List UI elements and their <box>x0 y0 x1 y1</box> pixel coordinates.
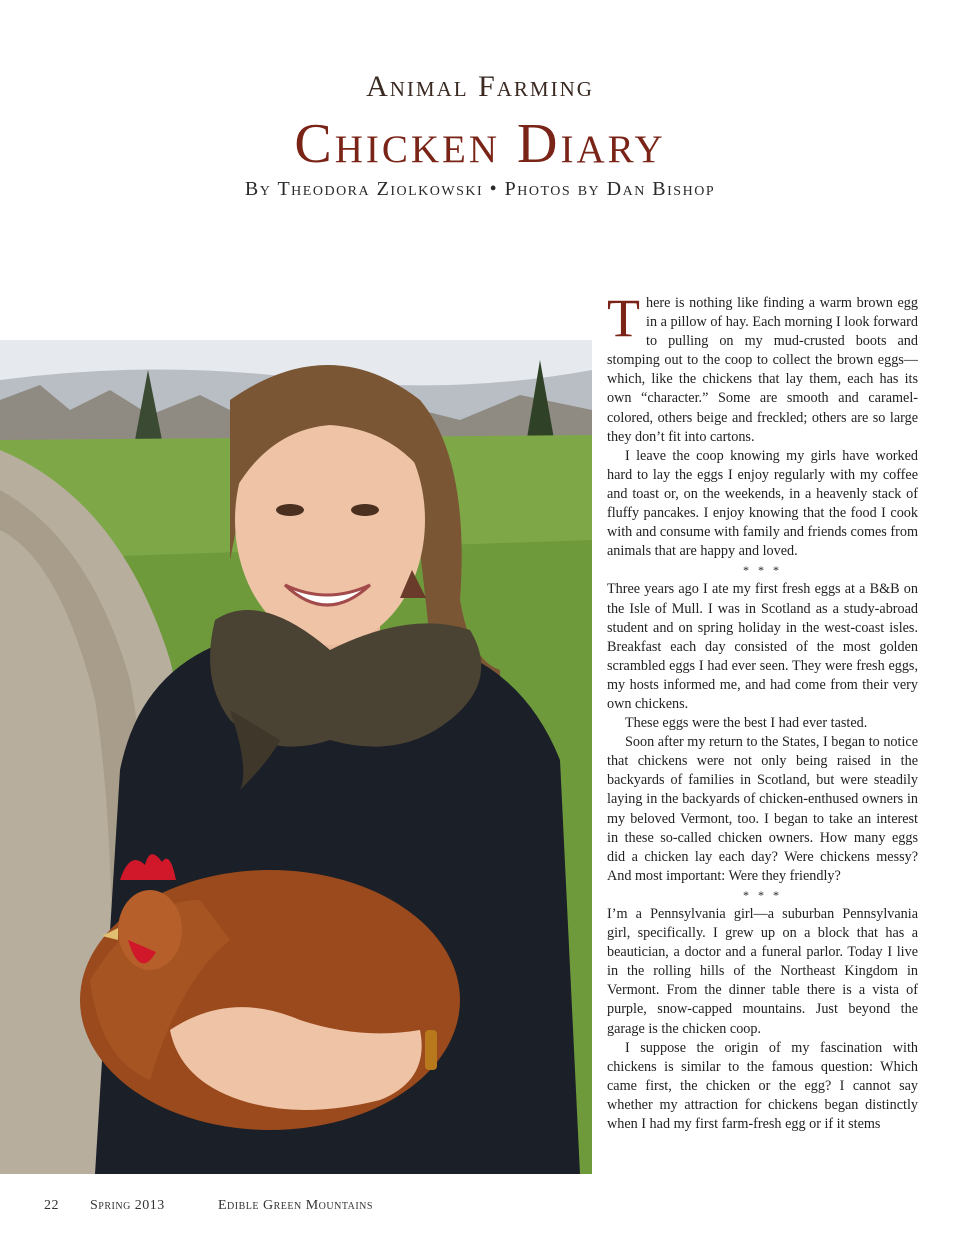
page-footer <box>0 1198 960 1218</box>
paragraph: These eggs were the best I had ever tasted. <box>625 715 868 732</box>
publication-name: Edible Green Mountains <box>218 1198 373 1213</box>
page-number: 22 <box>44 1198 59 1213</box>
article-title: Chicken Diary <box>294 113 666 175</box>
drop-cap: T <box>607 288 640 348</box>
issue-date: Spring 2013 <box>90 1198 165 1213</box>
woman-with-chicken-photo <box>0 340 592 1174</box>
section-separator: * * * <box>743 887 782 902</box>
section-label: Animal Farming <box>366 70 594 103</box>
paragraph: I’m a Pennsylvania girl—a suburban Pennsylvania girl, specifically. I grew up on a block that has a beautician, a doctor and a funeral parlor. Today I live in the rolling hills of the Northeast Kingdom in Vermont. From the dinner table there is a vista of purple, snow-capped mountains. Just beyond the garage is the chicken coop. <box>607 906 918 1037</box>
paragraph: Three years ago I ate my first fresh eggs at a B&B on the Isle of Mull. I was in Scotland as a study-abroad student and on spring holiday in the west-coast isles. Breakfast each day consisted of the most golden scrambled eggs I had ever seen. They were fresh eggs, my hosts informed me, and had come from their very own chickens. <box>607 581 918 712</box>
byline: By Theodora Ziolkowski • Photos by Dan Bishop <box>244 178 716 200</box>
paragraph: There is nothing like finding a warm brown egg in a pillow of hay. Each morning I look forward to pulling on my mud-crusted boots and stomping out to the coop to collect the brown eggs—which, like the chickens that lay them, each has its own “character.” Some are smooth and caramel-colored, others beige and freckled; others are so large they don’t fit into cartons. <box>607 288 918 445</box>
paragraph: Soon after my return to the States, I began to notice that chickens were not only being raised in the backyards of families in Scotland, but were steadily laying in the backyards of chicken-enthused owners in my beloved Vermont, too. I began to take an interest in these so-called chicken owners. How many eggs did a chicken lay each day? Were chickens messy? And most important: Were they friendly? <box>607 734 918 884</box>
article-body <box>607 288 918 1134</box>
section-separator: * * * <box>743 563 782 578</box>
bracelet <box>425 1030 437 1070</box>
paragraph: I leave the coop knowing my girls have worked hard to lay the eggs I enjoy regularly with my coffee and toast or, on the weekends, in a heavenly stack of fluffy pancakes. I enjoy knowing that the food I cook with and consume with family and friends comes from animals that are happy and loved. <box>607 447 918 560</box>
paragraph: I suppose the origin of my fascination with chickens is similar to the famous question: Which came first, the chicken or the egg? I cannot say whether my attraction for chickens began distinctly when I had my first farm-fresh egg or if it stems <box>607 1039 918 1133</box>
